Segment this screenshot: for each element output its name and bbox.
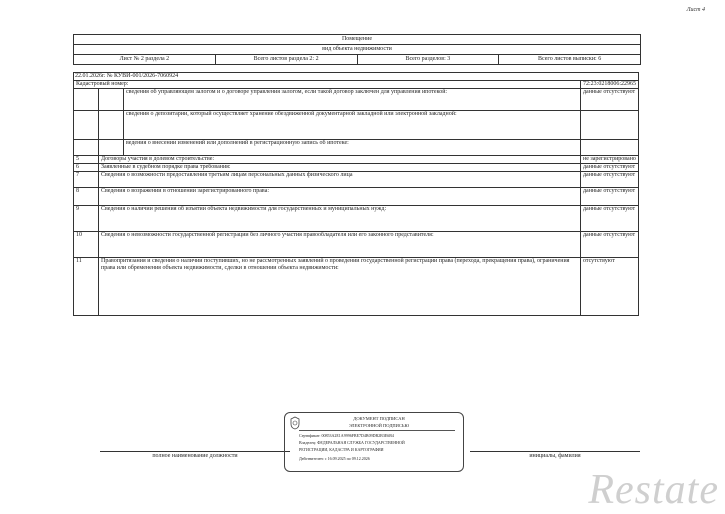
electronic-signature-stamp — [284, 412, 464, 472]
table-row — [74, 164, 639, 172]
row-number: 11 — [74, 258, 99, 316]
stamp-owner: Владелец: ФЕДЕРАЛЬНАЯ СЛУЖБА ГОСУДАРСТВЕННОЙ — [299, 440, 405, 445]
document-header — [73, 34, 641, 65]
table-row — [74, 206, 639, 232]
row-label: Заявленные в судебном порядке права требования: — [99, 164, 581, 172]
stamp-certificate: Сертификат: 00853A2E1A9996FBE7D4B09DB2B3E6B4 — [299, 433, 394, 438]
row-label: Сведения о невозможности государственной регистрации без личного участия правообладателя или его законного представителя: — [99, 232, 581, 258]
table-row — [74, 188, 639, 206]
sheet-info-sections-total: Всего разделов: 3 — [358, 55, 500, 64]
table-row — [74, 258, 639, 316]
row-number: 9 — [74, 206, 99, 232]
signature-name-caption: инициалы, фамилия — [470, 451, 640, 459]
row-value: данные отсутствуют — [580, 206, 638, 232]
row-number: 7 — [74, 172, 99, 188]
doc-number: 22.01.2026г. № КУВИ-001/2026-7060924 — [74, 73, 639, 81]
table-row — [74, 156, 639, 164]
sub-row — [74, 111, 639, 140]
stamp-owner-cont: РЕГИСТРАЦИИ, КАДАСТРА И КАРТОГРАФИИ — [299, 447, 384, 452]
signature-position-caption: полное наименование должности — [100, 451, 290, 459]
row-label: Договоры участия в долевом строительстве: — [99, 156, 581, 164]
table-row — [74, 232, 639, 258]
row-label: Правопритязания и сведения о наличии поступивших, но не рассмотренных заявлений о проведении государственной регистрации права (перехода, прекращения права), ограничения права или обременения объекта недвижимости, сделки в отношении объекта недвижимости: — [99, 258, 581, 316]
row-value: данные отсутствуют — [580, 172, 638, 188]
sub-row — [74, 89, 639, 111]
stamp-subtitle: ЭЛЕКТРОННОЙ ПОДПИСЬЮ — [348, 423, 410, 428]
row-value: данные отсутствуют — [580, 188, 638, 206]
row-value: данные отсутствуют — [580, 232, 638, 258]
sub-row — [74, 140, 639, 156]
row-label: Сведения о возражении в отношении зарегистрированного права: — [99, 188, 581, 206]
empty-cell — [99, 111, 124, 140]
empty-cell — [99, 89, 124, 111]
row-label: Сведения о наличии решения об изъятии объекта недвижимости для государственных и муниципальных нужд: — [99, 206, 581, 232]
row-number: 8 — [74, 188, 99, 206]
extract-table — [73, 72, 639, 316]
cadastral-row — [74, 81, 639, 89]
stamp-validity: Действителен: с 16.09.2025 по 09.12.2026 — [299, 456, 370, 461]
stamp-divider — [299, 430, 455, 431]
sub-row-label: ведения о внесении изменений или дополнений в регистрационную запись об ипотеке: — [124, 140, 581, 156]
stamp-title: ДОКУМЕНТ ПОДПИСАН — [353, 416, 405, 421]
sub-row-value — [580, 111, 638, 140]
empty-cell — [74, 89, 99, 111]
sub-row-value — [580, 140, 638, 156]
sub-row-value: данные отсутствуют — [580, 89, 638, 111]
row-value: данные отсутствуют — [580, 164, 638, 172]
row-number: 5 — [74, 156, 99, 164]
sub-row-label: сведения об управляющем залогом и о договоре управления залогом, если такой договор заключен для управления ипотекой: — [124, 89, 581, 111]
object-type-subtitle: вид объекта недвижимости — [74, 45, 640, 55]
row-value: не зарегистрировано — [580, 156, 638, 164]
empty-cell — [74, 111, 99, 140]
sheet-info-section: Лист № 2 раздела 2 — [74, 55, 216, 64]
row-label: Сведения о возможности предоставления третьим лицам персональных данных физического лица — [99, 172, 581, 188]
sheet-info-section-total: Всего листов раздела 2: 2 — [216, 55, 358, 64]
sheet-info-extract-total: Всего листов выписки: 6 — [538, 56, 602, 62]
row-value: отсутствуют — [580, 258, 638, 316]
cadastral-value: 72:23:0218006:22965 — [580, 81, 638, 89]
empty-cell — [99, 140, 124, 156]
watermark-logo: Restate — [588, 467, 719, 513]
doc-number-row — [74, 73, 639, 81]
object-type-title: Помещение — [74, 35, 640, 45]
sub-row-label: сведения о депозитарии, который осуществляет хранение обездвиженной документарной закладной или электронной закладной: — [124, 111, 581, 140]
sheet-number: Лист 4 — [686, 7, 705, 13]
table-row — [74, 172, 639, 188]
empty-cell — [74, 140, 99, 156]
row-number: 6 — [74, 164, 99, 172]
sheet-info-row — [74, 55, 640, 64]
row-number: 10 — [74, 232, 99, 258]
cadastral-label: Кадастровый номер: — [74, 81, 581, 89]
